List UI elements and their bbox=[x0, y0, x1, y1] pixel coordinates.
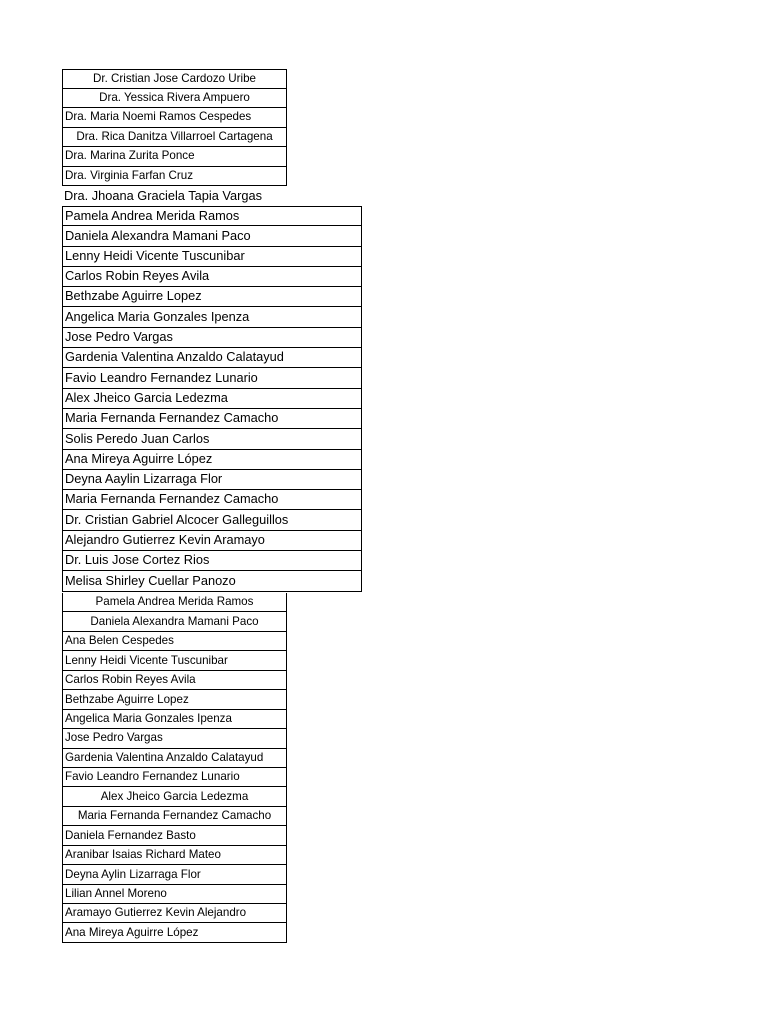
name-cell: Daniela Fernandez Basto bbox=[62, 826, 287, 845]
name-cell: Alex Jheico Garcia Ledezma bbox=[62, 787, 287, 806]
name-cell: Angelica Maria Gonzales Ipenza bbox=[62, 307, 362, 327]
name-cell: Dra. Rica Danitza Villarroel Cartagena bbox=[62, 128, 287, 148]
name-cell: Maria Fernanda Fernandez Camacho bbox=[62, 490, 362, 510]
name-cell: Daniela Alexandra Mamani Paco bbox=[62, 612, 287, 631]
name-cell: Solis Peredo Juan Carlos bbox=[62, 429, 362, 449]
name-cell: Dra. Marina Zurita Ponce bbox=[62, 147, 287, 167]
name-cell: Maria Fernanda Fernandez Camacho bbox=[62, 807, 287, 826]
name-cell: Dr. Cristian Gabriel Alcocer Galleguillos bbox=[62, 510, 362, 530]
name-cell: Deyna Aaylin Lizarraga Flor bbox=[62, 470, 362, 490]
name-cell: Dr. Cristian Jose Cardozo Uribe bbox=[62, 69, 287, 89]
name-cell: Favio Leandro Fernandez Lunario bbox=[62, 768, 287, 787]
name-cell: Alejandro Gutierrez Kevin Aramayo bbox=[62, 531, 362, 551]
name-cell: Deyna Aylin Lizarraga Flor bbox=[62, 865, 287, 884]
name-cell: Pamela Andrea Merida Ramos bbox=[62, 206, 362, 226]
name-cell: Bethzabe Aguirre Lopez bbox=[62, 690, 287, 709]
names-table-1 bbox=[62, 69, 287, 186]
name-cell: Jose Pedro Vargas bbox=[62, 328, 362, 348]
name-cell: Dra. Jhoana Graciela Tapia Vargas bbox=[64, 187, 262, 203]
name-cell: Dra. Virginia Farfan Cruz bbox=[62, 167, 287, 187]
name-cell: Carlos Robin Reyes Avila bbox=[62, 267, 362, 287]
name-cell: Dra. Maria Noemi Ramos Cespedes bbox=[62, 108, 287, 128]
name-cell: Maria Fernanda Fernandez Camacho bbox=[62, 409, 362, 429]
name-cell: Ana Mireya Aguirre López bbox=[62, 923, 287, 942]
names-table-3 bbox=[62, 593, 287, 943]
name-cell: Ana Mireya Aguirre López bbox=[62, 450, 362, 470]
name-cell: Dr. Luis Jose Cortez Rios bbox=[62, 551, 362, 571]
name-cell: Aramayo Gutierrez Kevin Alejandro bbox=[62, 904, 287, 923]
name-cell: Angelica Maria Gonzales Ipenza bbox=[62, 710, 287, 729]
name-cell: Gardenia Valentina Anzaldo Calatayud bbox=[62, 348, 362, 368]
name-cell: Dra. Yessica Rivera Ampuero bbox=[62, 89, 287, 109]
name-cell: Ana Belen Cespedes bbox=[62, 632, 287, 651]
name-cell: Jose Pedro Vargas bbox=[62, 729, 287, 748]
name-cell: Favio Leandro Fernandez Lunario bbox=[62, 368, 362, 388]
name-cell: Bethzabe Aguirre Lopez bbox=[62, 287, 362, 307]
name-cell: Daniela Alexandra Mamani Paco bbox=[62, 226, 362, 246]
name-cell: Lilian Annel Moreno bbox=[62, 885, 287, 904]
name-cell: Alex Jheico Garcia Ledezma bbox=[62, 389, 362, 409]
name-cell: Lenny Heidi Vicente Tuscunibar bbox=[62, 247, 362, 267]
names-single-line bbox=[62, 186, 262, 206]
name-cell: Melisa Shirley Cuellar Panozo bbox=[62, 571, 362, 591]
name-cell: Gardenia Valentina Anzaldo Calatayud bbox=[62, 749, 287, 768]
names-table-2 bbox=[62, 206, 362, 592]
name-cell: Lenny Heidi Vicente Tuscunibar bbox=[62, 651, 287, 670]
name-cell: Pamela Andrea Merida Ramos bbox=[62, 593, 287, 612]
name-cell: Carlos Robin Reyes Avila bbox=[62, 671, 287, 690]
name-cell: Aranibar Isaias Richard Mateo bbox=[62, 846, 287, 865]
